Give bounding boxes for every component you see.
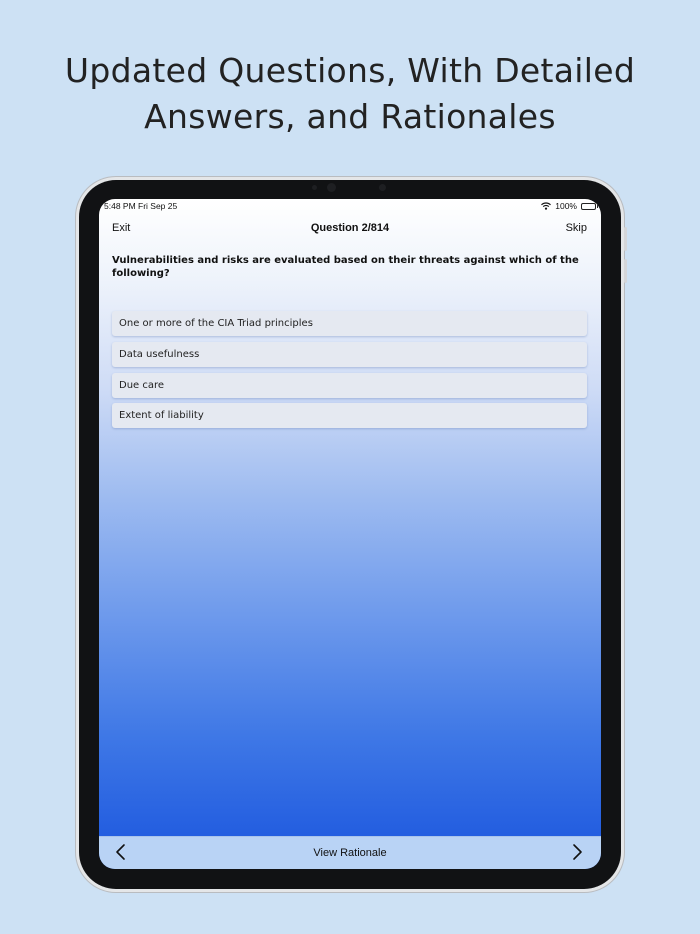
front-camera bbox=[327, 183, 336, 192]
camera-sensor-right bbox=[379, 184, 386, 191]
headline-line-1: Updated Questions, With Detailed bbox=[64, 51, 636, 90]
answer-option-4[interactable]: Extent of liability bbox=[112, 403, 587, 428]
camera-sensor bbox=[312, 185, 317, 190]
device-top-button bbox=[624, 227, 627, 251]
skip-button[interactable]: Skip bbox=[565, 222, 587, 234]
status-bar bbox=[99, 199, 601, 213]
device-volume-button bbox=[624, 259, 627, 283]
headline-line-2: Answers, and Rationales bbox=[144, 97, 556, 136]
app-screen bbox=[99, 199, 601, 869]
battery-percent: 100% bbox=[555, 201, 577, 211]
status-right-group bbox=[541, 201, 596, 211]
view-rationale-button[interactable]: View Rationale bbox=[313, 847, 387, 859]
chevron-right-icon bbox=[569, 843, 585, 861]
navigation-bar bbox=[99, 219, 601, 239]
marketing-headline bbox=[0, 48, 700, 140]
next-question-button[interactable] bbox=[569, 843, 585, 861]
status-time-date: 5:48 PM Fri Sep 25 bbox=[104, 201, 178, 211]
question-text: Vulnerabilities and risks are evaluated based on their threats against which of the following? bbox=[112, 255, 579, 279]
answer-option-3[interactable]: Due care bbox=[112, 373, 587, 398]
question-counter-title: Question 2/814 bbox=[310, 222, 390, 234]
exit-button[interactable]: Exit bbox=[112, 222, 131, 234]
wifi-icon bbox=[541, 202, 551, 210]
answer-list bbox=[112, 311, 587, 434]
battery-icon bbox=[581, 203, 596, 210]
answer-option-1[interactable]: One or more of the CIA Triad principles bbox=[112, 311, 587, 336]
bottom-toolbar bbox=[99, 836, 601, 869]
answer-option-2[interactable]: Data usefulness bbox=[112, 342, 587, 367]
